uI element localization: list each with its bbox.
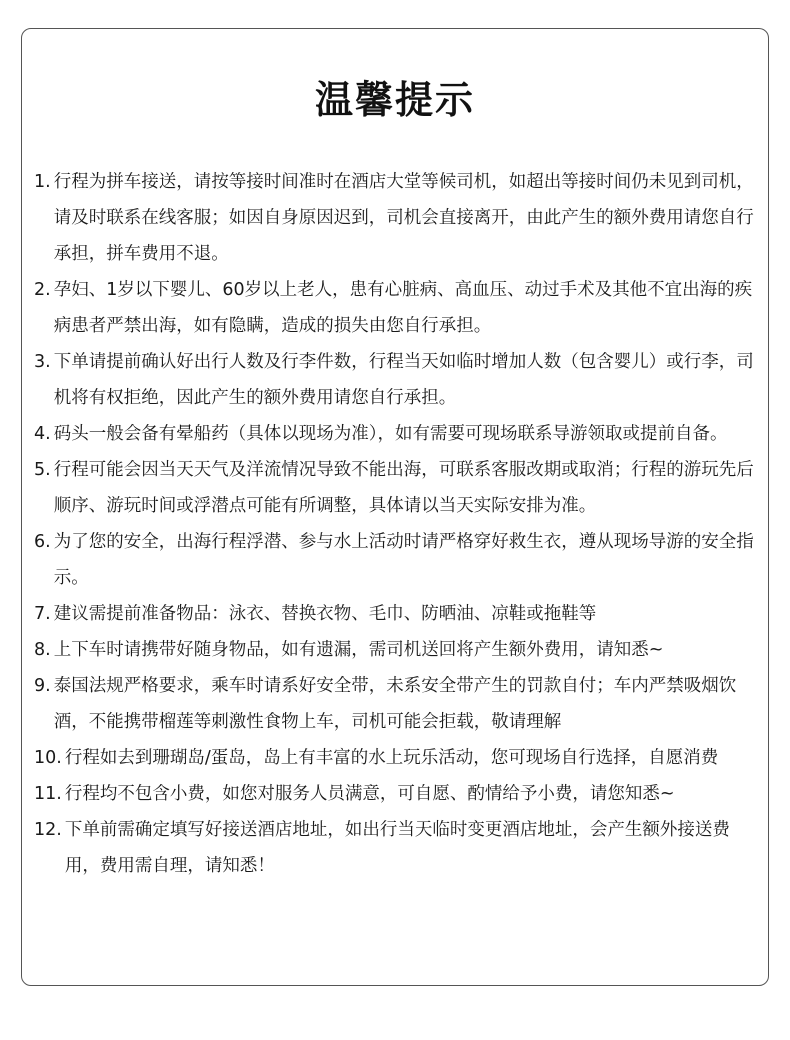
item-number: 9.: [34, 676, 51, 696]
notice-item-5: [34, 452, 762, 524]
item-number: 12.: [34, 820, 62, 840]
notice-item-11: [34, 776, 762, 812]
notice-item-4: [34, 416, 762, 452]
item-number: 10.: [34, 748, 62, 768]
notice-item-9: [34, 668, 762, 740]
item-text: 建议需提前准备物品：泳衣、替换衣物、毛巾、防晒油、凉鞋或拖鞋等: [53, 604, 597, 624]
item-number: 4.: [34, 424, 51, 444]
item-number: 7.: [34, 604, 51, 624]
item-text: 泰国法规严格要求，乘车时请系好安全带，未系安全带产生的罚款自付；车内严禁吸烟饮酒，不能携带榴莲等刺激性食物上车，司机可能会拒载，敬请理解: [53, 676, 737, 732]
notice-item-6: [34, 524, 762, 596]
item-text: 孕妇、1岁以下婴儿、60岁以上老人，患有心脏病、高血压、动过手术及其他不宜出海的疾病患者严禁出海，如有隐瞒，造成的损失由您自行承担。: [53, 280, 753, 336]
item-text: 行程可能会因当天天气及洋流情况导致不能出海，可联系客服改期或取消；行程的游玩先后顺序、游玩时间或浮潜点可能有所调整，具体请以当天实际安排为准。: [53, 460, 754, 516]
notice-item-3: [34, 344, 762, 416]
notice-card: [21, 28, 769, 986]
item-number: 2.: [34, 280, 51, 300]
item-number: 1.: [34, 172, 51, 192]
notice-item-7: [34, 596, 762, 632]
item-number: 8.: [34, 640, 51, 660]
item-number: 3.: [34, 352, 51, 372]
notice-title: 温馨提示: [314, 78, 475, 122]
item-text: 下单请提前确认好出行人数及行李件数，行程当天如临时增加人数（包含婴儿）或行李，司机将有权拒绝，因此产生的额外费用请您自行承担。: [53, 352, 754, 408]
item-text: 码头一般会备有晕船药（具体以现场为准），如有需要可现场联系导游领取或提前自备。: [53, 424, 728, 444]
item-number: 5.: [34, 460, 51, 480]
item-text: 为了您的安全，出海行程浮潜、参与水上活动时请严格穿好救生衣，遵从现场导游的安全指示。: [53, 532, 754, 588]
notice-list: [34, 164, 762, 884]
notice-item-2: [34, 272, 762, 344]
item-text: 行程均不包含小费，如您对服务人员满意，可自愿、酌情给予小费，请您知悉~: [64, 784, 675, 804]
notice-item-1: [34, 164, 762, 272]
item-number: 11.: [34, 784, 62, 804]
notice-item-8: [34, 632, 762, 668]
item-number: 6.: [34, 532, 51, 552]
item-text: 行程为拼车接送，请按等接时间准时在酒店大堂等候司机，如超出等接时间仍未见到司机，请及时联系在线客服；如因自身原因迟到，司机会直接离开，由此产生的额外费用请您自行承担，拼车费用不退。: [53, 172, 754, 264]
item-text: 行程如去到珊瑚岛/蛋岛，岛上有丰富的水上玩乐活动，您可现场自行选择，自愿消费: [64, 748, 719, 768]
item-text: 下单前需确定填写好接送酒店地址，如出行当天临时变更酒店地址，会产生额外接送费用，费用需自理，请知悉！: [64, 820, 730, 876]
item-text: 上下车时请携带好随身物品，如有遗漏，需司机送回将产生额外费用，请知悉~: [53, 640, 664, 660]
notice-item-10: [34, 740, 762, 776]
notice-item-12: [34, 812, 762, 884]
